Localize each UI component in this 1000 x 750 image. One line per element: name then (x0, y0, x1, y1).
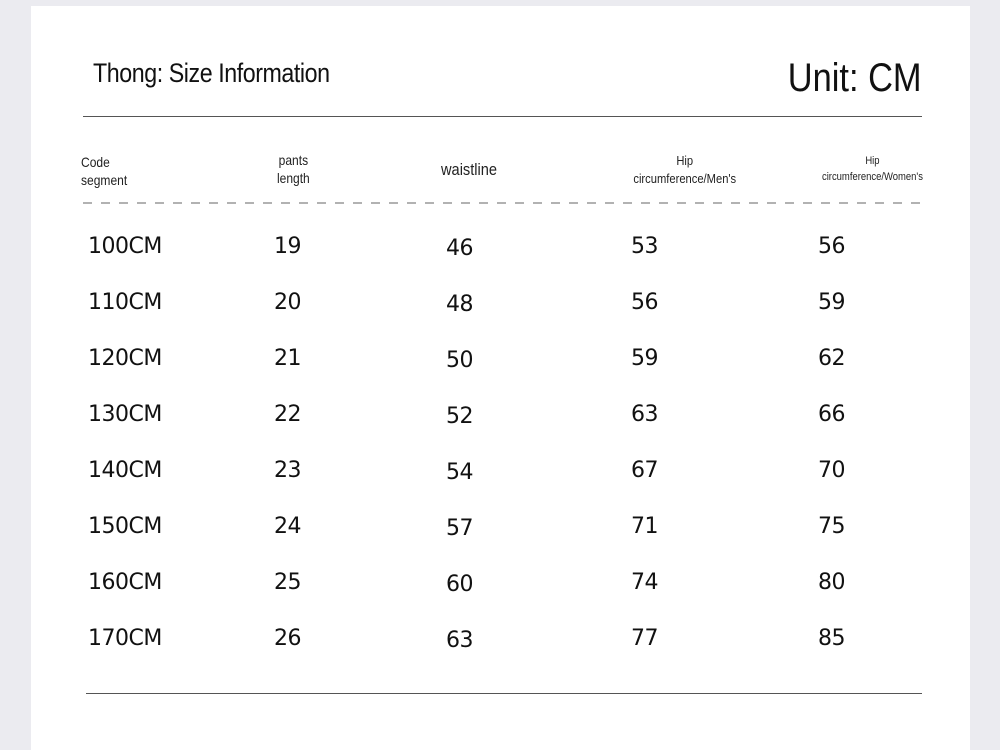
cell-hip-women: 56 (818, 234, 845, 259)
cell-hip-women: 59 (818, 290, 845, 315)
bottom-divider (86, 693, 922, 694)
cell-length: 19 (274, 234, 301, 259)
top-divider (83, 116, 922, 117)
header-code-line-2: segment (81, 172, 128, 188)
unit-label: Unit: CM (788, 56, 922, 100)
header-code-segment (81, 153, 133, 189)
cell-hip-men: 77 (631, 626, 658, 651)
cell-code: 100CM (88, 234, 162, 259)
table-row (31, 626, 970, 656)
cell-hip-men: 53 (631, 234, 658, 259)
cell-code: 120CM (88, 346, 162, 371)
cell-waist: 57 (446, 516, 473, 541)
header-waistline (441, 161, 501, 179)
table-row (31, 290, 970, 320)
cell-code: 130CM (88, 402, 162, 427)
cell-hip-women: 62 (818, 346, 845, 371)
header-waist-line-1: waistline (441, 160, 498, 179)
cell-length: 25 (274, 570, 301, 595)
cell-hip-women: 80 (818, 570, 845, 595)
header-length-line-1: pants (278, 152, 309, 168)
chart-title: Thong: Size Information (93, 58, 330, 88)
cell-hip-men: 56 (631, 290, 658, 315)
table-row (31, 346, 970, 376)
cell-length: 26 (274, 626, 301, 651)
cell-code: 170CM (88, 626, 162, 651)
table-row (31, 514, 970, 544)
header-dashed-divider (83, 202, 926, 204)
cell-hip-women: 70 (818, 458, 845, 483)
table-row (31, 402, 970, 432)
cell-length: 22 (274, 402, 301, 427)
cell-length: 24 (274, 514, 301, 539)
header-pants-length (271, 151, 316, 187)
cell-code: 160CM (88, 570, 162, 595)
header-hip-women-line-1: Hip (865, 155, 880, 167)
header-hip-women (820, 153, 925, 185)
cell-waist: 50 (446, 348, 473, 373)
cell-hip-men: 67 (631, 458, 658, 483)
cell-length: 20 (274, 290, 301, 315)
cell-length: 21 (274, 346, 301, 371)
cell-hip-men: 71 (631, 514, 658, 539)
header-hip-women-line-2: circumference/Women's (821, 171, 923, 183)
cell-code: 150CM (88, 514, 162, 539)
cell-hip-men: 59 (631, 346, 658, 371)
table-row (31, 458, 970, 488)
cell-waist: 52 (446, 404, 473, 429)
cell-hip-women: 66 (818, 402, 845, 427)
cell-length: 23 (274, 458, 301, 483)
cell-waist: 63 (446, 628, 473, 653)
cell-waist: 60 (446, 572, 473, 597)
header-code-line-1: Code (81, 154, 110, 170)
cell-code: 140CM (88, 458, 162, 483)
cell-waist: 54 (446, 460, 473, 485)
cell-waist: 46 (446, 236, 473, 261)
cell-hip-men: 74 (631, 570, 658, 595)
table-row (31, 570, 970, 600)
cell-hip-women: 85 (818, 626, 845, 651)
header-hip-men-line-1: Hip (676, 153, 694, 168)
cell-hip-women: 75 (818, 514, 845, 539)
cell-hip-men: 63 (631, 402, 658, 427)
table-row (31, 234, 970, 264)
header-hip-men (631, 152, 739, 188)
cell-code: 110CM (88, 290, 162, 315)
header-hip-men-line-2: circumference/Men's (633, 171, 737, 186)
cell-waist: 48 (446, 292, 473, 317)
size-chart-card (31, 6, 970, 750)
header-length-line-2: length (276, 170, 310, 186)
